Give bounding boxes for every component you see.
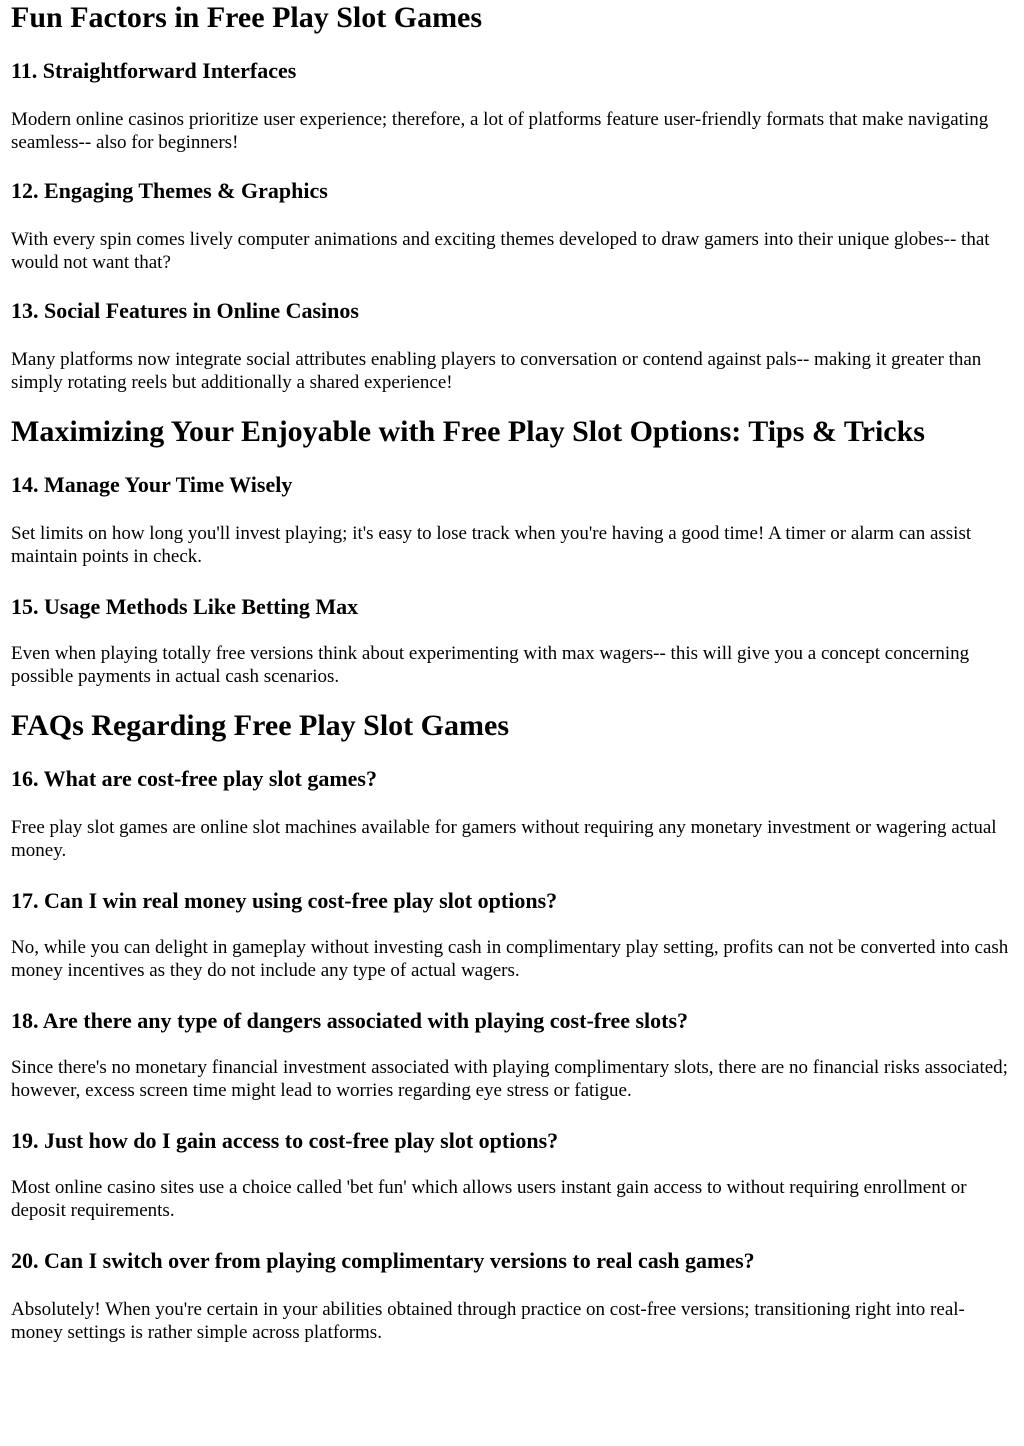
item-body-12: With every spin comes lively computer animations and exciting themes developed to draw gamers into their unique globes-- that would not want that? (11, 229, 990, 273)
item-body-18: Since there's no monetary financial investment associated with playing complimentary slots, there are no financial risks associated; however, excess screen time might lead to worries regarding eye stress or fatigue. (11, 1057, 1008, 1101)
item-body-14: Set limits on how long you'll invest playing; it's easy to lose track when you're having a good time! A timer or alarm can assist maintain points in check. (11, 523, 972, 567)
item-body-19: Most online casino sites use a choice called 'bet fun' which allows users instant gain access to without requiring enrollment or deposit requirements. (11, 1177, 967, 1221)
item-body-11: Modern online casinos prioritize user experience; therefore, a lot of platforms feature user-friendly formats that make navigating seamless-- also for beginners! (11, 109, 989, 153)
item-body-16: Free play slot games are online slot machines available for gamers without requiring any monetary investment or wagering actual money. (11, 817, 997, 861)
section-heading-faqs: FAQs Regarding Free Play Slot Games (11, 709, 509, 742)
item-title-13: 13. Social Features in Online Casinos (11, 298, 359, 323)
item-title-17: 17. Can I win real money using cost-free play slot options? (11, 888, 558, 913)
item-body-13: Many platforms now integrate social attributes enabling players to conversation or contend against pals-- making it greater than simply rotating reels but additionally a shared experience! (11, 349, 982, 393)
item-title-16: 16. What are cost-free play slot games? (11, 766, 377, 791)
section-heading-tips-tricks: Maximizing Your Enjoyable with Free Play Slot Options: Tips & Tricks (11, 415, 925, 448)
item-title-15: 15. Usage Methods Like Betting Max (11, 594, 359, 619)
item-title-19: 19. Just how do I gain access to cost-free play slot options? (11, 1128, 559, 1153)
item-title-20: 20. Can I switch over from playing complimentary versions to real cash games? (11, 1248, 755, 1273)
item-body-20: Absolutely! When you're certain in your abilities obtained through practice on cost-free versions; transitioning right into real-money settings is rather simple across platforms. (11, 1299, 965, 1343)
item-title-18: 18. Are there any type of dangers associated with playing cost-free slots? (11, 1008, 689, 1033)
item-title-11: 11. Straightforward Interfaces (11, 58, 297, 83)
item-body-17: No, while you can delight in gameplay without investing cash in complimentary play setting, profits can not be converted into cash money incentives as they do not include any type of actual wagers. (11, 937, 1009, 981)
item-title-14: 14. Manage Your Time Wisely (11, 472, 293, 497)
item-body-15: Even when playing totally free versions think about experimenting with max wagers-- this will give you a concept concerning possible payments in actual cash scenarios. (11, 643, 970, 687)
section-heading-fun-factors: Fun Factors in Free Play Slot Games (11, 1, 483, 34)
item-title-12: 12. Engaging Themes & Graphics (11, 178, 328, 203)
